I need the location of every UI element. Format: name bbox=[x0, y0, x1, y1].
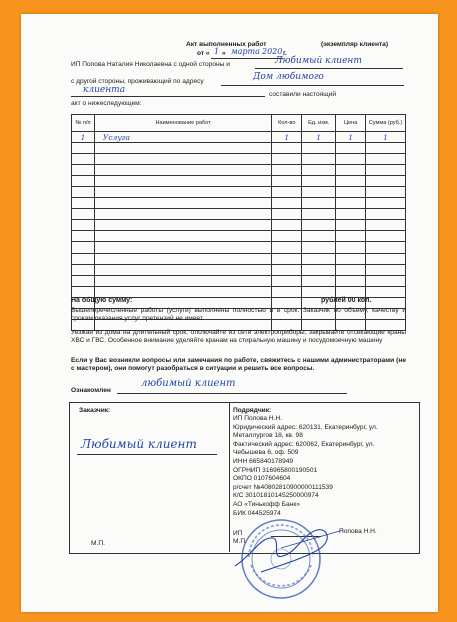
cell-sum bbox=[366, 198, 406, 209]
header-unit: Ед. изм. bbox=[302, 115, 336, 132]
contractor-line: Чебышева 6, оф. 509 bbox=[233, 449, 299, 457]
contractor-line: ИП Попова Н.Н. bbox=[233, 415, 283, 422]
cell-number bbox=[72, 187, 95, 198]
cell-price bbox=[336, 187, 366, 198]
cell-unit bbox=[302, 187, 336, 198]
ip-label: ИП bbox=[233, 530, 243, 537]
address-handwritten-2: клиента bbox=[83, 85, 126, 95]
cell-work-name bbox=[94, 154, 271, 165]
table-row bbox=[72, 275, 406, 286]
cell-work-name bbox=[94, 176, 271, 187]
table-row bbox=[72, 132, 406, 143]
cell-sum bbox=[366, 264, 406, 275]
copy-note: (экземпляр клиента) bbox=[321, 41, 389, 48]
total-label: На общую сумму: bbox=[71, 297, 133, 304]
header-work-name: Наименование работ bbox=[94, 115, 271, 132]
cell-unit bbox=[302, 286, 336, 297]
cell-price bbox=[336, 198, 366, 209]
header-sum: Сумма (руб.) bbox=[366, 115, 406, 132]
table-row bbox=[72, 165, 406, 176]
cell-unit bbox=[302, 220, 336, 231]
mp-right: М.П. bbox=[233, 538, 247, 545]
contractor-line: АО «Тинькофф Банк» bbox=[233, 501, 300, 508]
cell-unit bbox=[302, 176, 336, 187]
table-row bbox=[72, 154, 406, 165]
cell-unit bbox=[302, 143, 336, 154]
signature-icon bbox=[231, 526, 351, 576]
cell-sum bbox=[366, 187, 406, 198]
cell-unit: 1 bbox=[302, 132, 336, 143]
cell-quantity bbox=[272, 143, 302, 154]
cell-unit bbox=[302, 165, 336, 176]
client-name-handwritten: Любимый клиент bbox=[275, 56, 362, 66]
cell-price bbox=[336, 165, 366, 176]
cell-quantity bbox=[272, 198, 302, 209]
cell-work-name bbox=[94, 253, 271, 264]
cell-number bbox=[72, 143, 95, 154]
cell-quantity bbox=[272, 220, 302, 231]
address-line-2 bbox=[71, 96, 265, 97]
contractor-label: Подрядчик: bbox=[233, 407, 272, 414]
safety-paragraph: Уезжая из дома на длительный срок, отключайте из сети электроприборы, закрывайте отсекающие краны ХВС и ГВС. Особенное внимание уделяйте кранам на стиральную машину и посудомоечную машину bbox=[71, 329, 406, 344]
cell-unit bbox=[302, 253, 336, 264]
completion-paragraph: Вышеперечисленные работы (услуги) выполнены полностью и в срок. Заказчик по объему, качеству и срокам оказания услуг претензий не имеет. bbox=[71, 307, 406, 322]
acquainted-line bbox=[117, 393, 347, 394]
cell-price bbox=[336, 242, 366, 253]
date-suffix: г. bbox=[283, 50, 287, 57]
header-price: Цена bbox=[336, 115, 366, 132]
date-month: марта bbox=[231, 47, 260, 56]
cell-number bbox=[72, 253, 95, 264]
cell-work-name bbox=[94, 187, 271, 198]
date-day: 1 bbox=[214, 47, 220, 56]
cell-work-name bbox=[94, 231, 271, 242]
cell-number bbox=[72, 209, 95, 220]
acquainted-label: Ознакомлен bbox=[71, 387, 111, 394]
party2-text: с другой стороны, проживающий по адресу bbox=[71, 78, 204, 85]
date-prefix: от « bbox=[197, 50, 210, 57]
document-title: Акт выполненных работ bbox=[186, 41, 267, 48]
table-row bbox=[72, 264, 406, 275]
table-row bbox=[72, 286, 406, 297]
contractor-line: ОГРНИП 316965800190501 bbox=[233, 466, 318, 474]
cell-sum bbox=[366, 165, 406, 176]
header-quantity: Кол-во bbox=[272, 115, 302, 132]
cell-work-name bbox=[94, 275, 271, 286]
cell-price bbox=[336, 253, 366, 264]
cell-number bbox=[72, 242, 95, 253]
acquainted-handwritten: любимый клиент bbox=[141, 378, 236, 389]
cell-sum bbox=[366, 286, 406, 297]
cell-sum bbox=[366, 242, 406, 253]
date-underline bbox=[211, 58, 283, 59]
table-row bbox=[72, 143, 406, 154]
contractor-line: Металлургов 18, кв. 98 bbox=[233, 432, 303, 440]
cell-work-name: Услуга bbox=[94, 132, 271, 143]
client-name-line bbox=[255, 68, 403, 69]
composed-text: составили настоящий bbox=[269, 91, 337, 98]
cell-unit bbox=[302, 154, 336, 165]
customer-label: Заказчик: bbox=[79, 407, 111, 414]
cell-number bbox=[72, 165, 95, 176]
table-row bbox=[72, 176, 406, 187]
table-row bbox=[72, 198, 406, 209]
cell-sum bbox=[366, 143, 406, 154]
cell-quantity bbox=[272, 165, 302, 176]
cell-number: 1 bbox=[72, 132, 95, 143]
contractor-line: К/С 30101810145250000974 bbox=[233, 492, 319, 500]
total-value: рублей 00 коп. bbox=[321, 297, 372, 304]
cell-sum bbox=[366, 209, 406, 220]
cell-number bbox=[72, 198, 95, 209]
contractor-signer: Попова Н.Н. bbox=[339, 528, 377, 535]
contractor-line: Юридический адрес: 620131, Екатеринбург, ул. bbox=[233, 423, 378, 431]
cell-number bbox=[72, 275, 95, 286]
table-row bbox=[72, 209, 406, 220]
cell-work-name bbox=[94, 264, 271, 275]
table-row bbox=[72, 231, 406, 242]
cell-unit bbox=[302, 275, 336, 286]
cell-price bbox=[336, 231, 366, 242]
cell-unit bbox=[302, 231, 336, 242]
table-header-row bbox=[72, 115, 406, 132]
cell-number bbox=[72, 264, 95, 275]
act-text: акт о нижеследующем: bbox=[71, 100, 142, 107]
cell-number bbox=[72, 154, 95, 165]
contractor-line: ИНН 665840178949 bbox=[233, 458, 294, 465]
cell-price bbox=[336, 220, 366, 231]
contractor-line: р/счет №40802810900000111539 bbox=[233, 483, 333, 491]
cell-sum bbox=[366, 154, 406, 165]
table-row bbox=[72, 253, 406, 264]
contractor-line: БИК 044525974 bbox=[233, 509, 281, 517]
customer-handwritten: Любимый клиент bbox=[81, 437, 197, 451]
table-row bbox=[72, 242, 406, 253]
cell-quantity bbox=[272, 253, 302, 264]
cell-work-name bbox=[94, 286, 271, 297]
cell-quantity bbox=[272, 154, 302, 165]
date-year: 2020 bbox=[262, 47, 283, 56]
contact-paragraph: Если у Вас возникли вопросы или замечания по работе, свяжитесь с нашими администраторами (не с мастером), они помогут разобраться в ситуации и решить все вопросы. bbox=[71, 357, 406, 372]
cell-price bbox=[336, 209, 366, 220]
cell-sum bbox=[366, 176, 406, 187]
customer-signature-line bbox=[77, 454, 217, 455]
cell-work-name bbox=[94, 220, 271, 231]
cell-quantity bbox=[272, 275, 302, 286]
cell-quantity bbox=[272, 187, 302, 198]
cell-price bbox=[336, 264, 366, 275]
cell-unit bbox=[302, 242, 336, 253]
cell-quantity bbox=[272, 209, 302, 220]
date-mid: » bbox=[222, 50, 226, 57]
cell-sum: 1 bbox=[366, 132, 406, 143]
mp-left: М.П. bbox=[91, 540, 105, 547]
table-row bbox=[72, 220, 406, 231]
contractor-line: Фактический адрес: 620062, Екатеринбург, ул. bbox=[233, 440, 375, 448]
address-line-1 bbox=[221, 85, 404, 86]
cell-number bbox=[72, 176, 95, 187]
cell-quantity bbox=[272, 231, 302, 242]
cell-number bbox=[72, 286, 95, 297]
cell-price: 1 bbox=[336, 132, 366, 143]
act-document bbox=[21, 14, 438, 612]
party1-text: ИП Попова Наталия Николаевна с одной стороны и bbox=[71, 61, 230, 68]
cell-quantity bbox=[272, 264, 302, 275]
cell-number bbox=[72, 220, 95, 231]
cell-price bbox=[336, 176, 366, 187]
address-handwritten-1: Дом любимого bbox=[253, 72, 324, 82]
cell-quantity bbox=[272, 242, 302, 253]
cell-work-name bbox=[94, 242, 271, 253]
header-number: № п/п bbox=[72, 115, 95, 132]
cell-price bbox=[336, 154, 366, 165]
cell-work-name bbox=[94, 198, 271, 209]
cell-work-name bbox=[94, 209, 271, 220]
cell-unit bbox=[302, 209, 336, 220]
cell-quantity bbox=[272, 176, 302, 187]
contractor-line: ОКПО 0107604604 bbox=[233, 475, 291, 483]
cell-quantity bbox=[272, 286, 302, 297]
cell-unit bbox=[302, 198, 336, 209]
cell-sum bbox=[366, 231, 406, 242]
cell-price bbox=[336, 143, 366, 154]
table-row bbox=[72, 187, 406, 198]
cell-number bbox=[72, 231, 95, 242]
cell-work-name bbox=[94, 165, 271, 176]
cell-price bbox=[336, 286, 366, 297]
cell-work-name bbox=[94, 143, 271, 154]
cell-price bbox=[336, 275, 366, 286]
cell-sum bbox=[366, 253, 406, 264]
cell-unit bbox=[302, 264, 336, 275]
parties-divider bbox=[229, 402, 230, 552]
cell-sum bbox=[366, 275, 406, 286]
cell-sum bbox=[366, 220, 406, 231]
cell-quantity: 1 bbox=[272, 132, 302, 143]
